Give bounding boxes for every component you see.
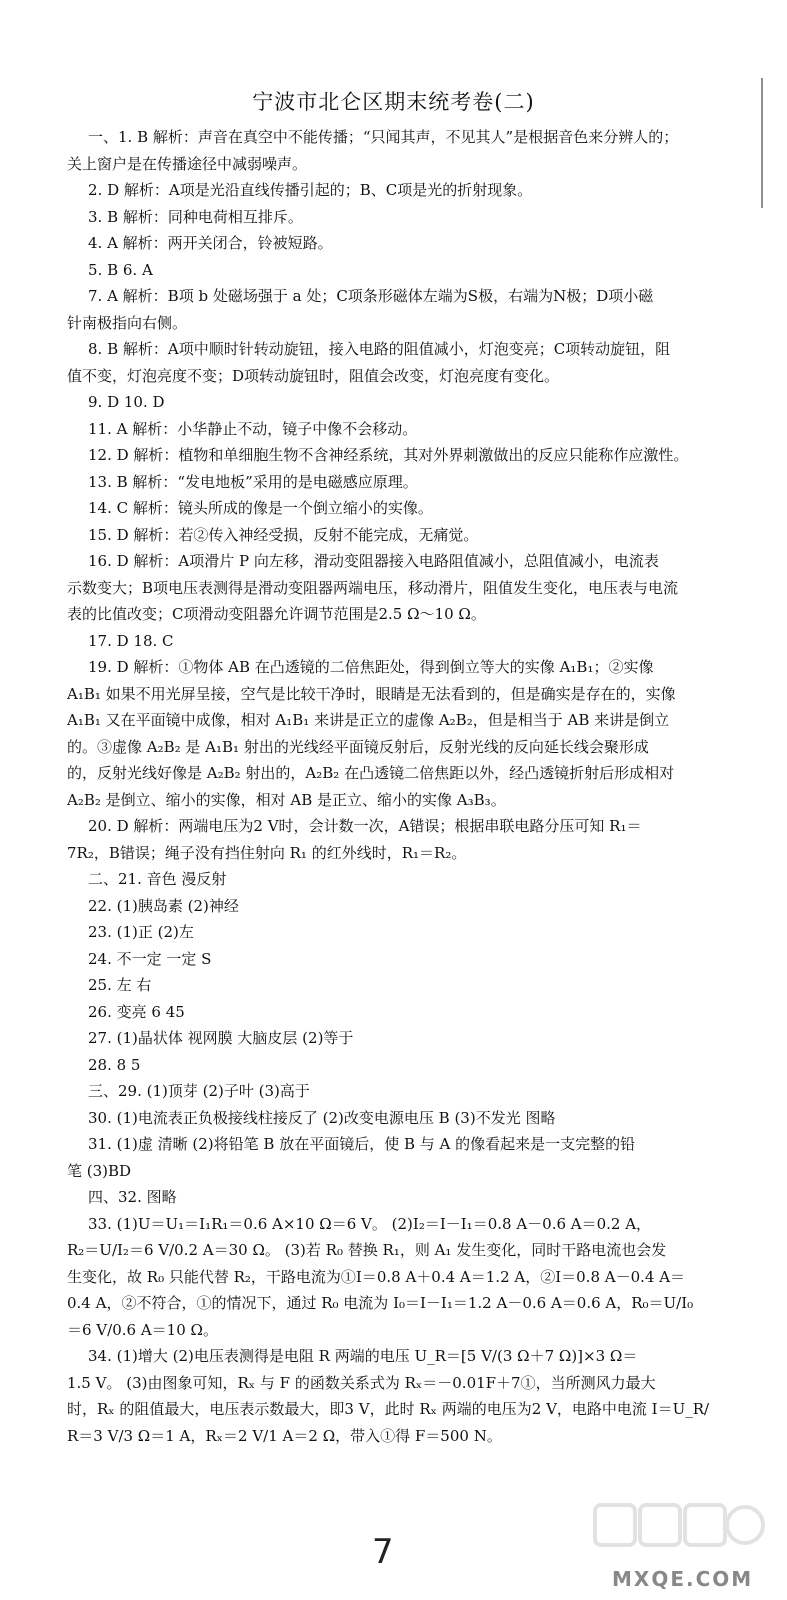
answer-line: 26. 变亮 6 45 — [88, 1002, 185, 1021]
answer-line: 15. D 解析：若②传入神经受损，反射不能完成，无痛觉。 — [88, 525, 479, 544]
answer-line: 二、21. 音色 漫反射 — [88, 870, 227, 888]
answer-line: R₂＝U/I₂＝6 V/0.2 A＝30 Ω。 (3)若 R₀ 替换 R₁，则 A₁ 发生变化，同时干路电流也会发 — [67, 1241, 667, 1259]
answer-line: 8. B 解析：A项中顺时针转动旋钮，接入电路的阻值减小，灯泡变亮；C项转动旋钮，阻 — [88, 340, 671, 358]
answer-line: 24. 不一定 一定 S — [88, 949, 212, 968]
answer-line: 7. A 解析：B项 b 处磁场强于 a 处；C项条形磁体左端为S极，右端为N极；D项小磁 — [88, 287, 654, 305]
answer-line: A₂B₂ 是倒立、缩小的实像，相对 AB 是正立、缩小的实像 A₃B₃。 — [67, 790, 506, 809]
answer-line: 9. D 10. D — [88, 393, 165, 411]
answer-line: 0.4 A，②不符合，①的情况下，通过 R₀ 电流为 I₀＝I－I₁＝1.2 A－0.6 A＝0.6 A，R₀＝U/I₀ — [67, 1294, 694, 1312]
answer-line: 19. D 解析：①物体 AB 在凸透镜的二倍焦距处，得到倒立等大的实像 A₁B₁；②实像 — [88, 658, 654, 676]
answer-line: R＝3 V/3 Ω＝1 A，Rₓ＝2 V/1 A＝2 Ω，带入①得 F＝500 N。 — [67, 1426, 502, 1445]
answer-line: 12. D 解析：植物和单细胞生物不含神经系统，其对外界刺激做出的反应只能称作应激性。 — [88, 446, 689, 464]
answer-line: 28. 8 5 — [88, 1055, 141, 1074]
answer-line: 14. C 解析：镜头所成的像是一个倒立缩小的实像。 — [88, 499, 433, 517]
answer-line: 关上窗户是在传播途径中减弱噪声。 — [67, 154, 308, 173]
answer-line: 2. D 解析：A项是光沿直线传播引起的；B、C项是光的折射现象。 — [88, 181, 533, 199]
answer-line: 27. (1)晶状体 视网膜 大脑皮层 (2)等于 — [88, 1029, 354, 1047]
answer-line: 1.5 V。 (3)由图象可知，Rₓ 与 F 的函数关系式为 Rₓ＝－0.01F＋7①，当所测风力最大 — [67, 1373, 656, 1392]
page-title: 宁波市北仑区期末统考卷(二) — [252, 90, 535, 114]
answer-line: 31. (1)虚 清晰 (2)将铅笔 B 放在平面镜后，使 B 与 A 的像看起来是一支完整的铅 — [88, 1135, 636, 1153]
answer-line: 13. B 解析：“发电地板”采用的是电磁感应原理。 — [88, 472, 418, 491]
answer-line: 值不变，灯泡亮度不变；D项转动旋钮时，阻值会改变，灯泡亮度有变化。 — [67, 366, 560, 385]
answer-line: 23. (1)正 (2)左 — [88, 923, 194, 941]
answer-line: 34. (1)增大 (2)电压表测得是电阻 R 两端的电压 U_R＝[5 V/(3 Ω＋7 Ω)]×3 Ω＝ — [88, 1347, 638, 1365]
answer-line: 20. D 解析：两端电压为2 V时，会计数一次，A错误；根据串联电路分压可知 R₁＝ — [88, 817, 642, 835]
answer-line: 11. A 解析：小华静止不动，镜子中像不会移动。 — [88, 419, 418, 438]
answer-line: ＝6 V/0.6 A＝10 Ω。 — [67, 1320, 218, 1339]
watermark-text: MXQE.COM — [612, 1567, 754, 1591]
answer-line: 时，Rₓ 的阻值最大，电压表示数最大，即3 V，此时 Rₓ 两端的电压为2 V，电路中电流 I＝U_R/ — [67, 1400, 710, 1418]
answer-line: 的，反射光线好像是 A₂B₂ 射出的，A₂B₂ 在凸透镜二倍焦距以外，经凸透镜折射后形成相对 — [67, 764, 675, 782]
answer-line: 7R₂，B错误；绳子没有挡住射向 R₁ 的红外线时，R₁＝R₂。 — [67, 843, 467, 862]
answer-line: 22. (1)胰岛素 (2)神经 — [88, 896, 239, 915]
answer-line: 30. (1)电流表正负极接线柱接反了 (2)改变电源电压 B (3)不发光 图略 — [88, 1108, 556, 1127]
answer-line: 一、1. B 解析：声音在真空中不能传播；“只闻其声，不见其人”是根据音色来分辨人的； — [88, 128, 679, 146]
answer-line: 笔 (3)BD — [67, 1161, 132, 1180]
answer-line: 四、32. 图略 — [88, 1188, 177, 1206]
answer-line: 表的比值改变；C项滑动变阻器允许调节范围是2.5 Ω～10 Ω。 — [67, 605, 486, 623]
answer-content — [67, 124, 760, 1449]
answer-line: A₁B₁ 如果不用光屏呈接，空气是比较干净时，眼睛是无法看到的，但是确实是存在的，实像 — [67, 684, 676, 703]
answer-line: 的。③虚像 A₂B₂ 是 A₁B₁ 射出的光线经平面镜反射后，反射光线的反向延长线会聚形成 — [67, 737, 649, 756]
page-number: 7 — [372, 1532, 394, 1572]
answer-line: 5. B 6. A — [88, 260, 153, 279]
answer-line: 生变化，故 R₀ 只能代替 R₂，干路电流为①I＝0.8 A＋0.4 A＝1.2 A，②I＝0.8 A－0.4 A＝ — [67, 1267, 686, 1286]
answer-line: 16. D 解析：A项滑片 P 向左移，滑动变阻器接入电路阻值减小，总阻值减小，电流表 — [88, 552, 659, 570]
answer-line: 针南极指向右侧。 — [67, 313, 188, 332]
answer-line: 三、29. (1)顶芽 (2)子叶 (3)高于 — [88, 1082, 310, 1100]
answer-line: A₁B₁ 又在平面镜中成像，相对 A₁B₁ 来讲是正立的虚像 A₂B₂，但是相当于 AB 来讲是倒立 — [67, 711, 670, 729]
answer-line: 示数变大；B项电压表测得是滑动变阻器两端电压，移动滑片，阻值发生变化，电压表与电流 — [67, 578, 679, 597]
answer-line: 25. 左 右 — [88, 976, 152, 994]
answer-line: 17. D 18. C — [88, 631, 174, 650]
answer-line: 4. A 解析：两开关闭合，铃被短路。 — [88, 234, 333, 252]
answer-line: 33. (1)U＝U₁＝I₁R₁＝0.6 A×10 Ω＝6 V。 (2)I₂＝I－I₁＝0.8 A－0.6 A＝0.2 A， — [88, 1214, 652, 1233]
answer-line: 3. B 解析：同种电荷相互排斥。 — [88, 207, 303, 226]
